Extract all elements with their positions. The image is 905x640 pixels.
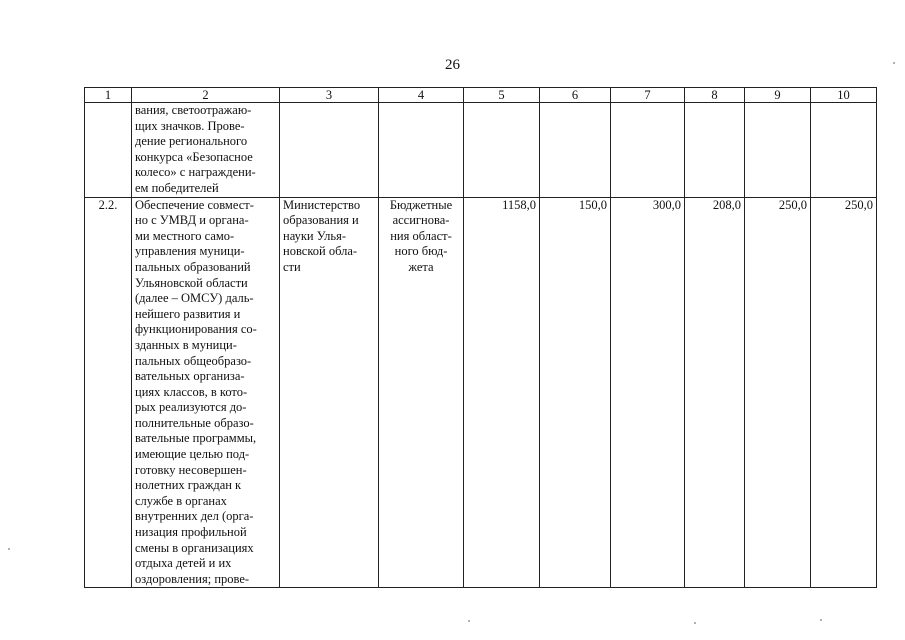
- column-header-8: 8: [685, 88, 745, 103]
- text-line: рых реализуются до-: [135, 400, 247, 415]
- scan-speck: [694, 622, 696, 624]
- text-line: ния област-: [390, 228, 452, 243]
- column-header-10: 10: [811, 88, 877, 103]
- value-total-cell: 1158,0: [464, 197, 540, 588]
- text-line: пальных образований: [135, 259, 251, 274]
- column-header-3: 3: [280, 88, 379, 103]
- row-id-cell: [85, 103, 132, 198]
- text-line: Ульяновской области: [135, 275, 248, 290]
- text-line: но с УМВД и органа-: [135, 213, 249, 228]
- text-line: смены в организациях: [135, 540, 254, 555]
- text-line: ассигнова-: [392, 213, 450, 228]
- text-line: готовку несовершен-: [135, 462, 247, 477]
- budget-table: [84, 87, 877, 588]
- text-line: функционирования со-: [135, 322, 257, 337]
- text-line: науки Улья-: [283, 228, 347, 243]
- text-line: ем победителей: [135, 180, 219, 195]
- empty-cell: [811, 103, 877, 198]
- text-line: щих значков. Прове-: [135, 118, 245, 133]
- text-line: циях классов, в кото-: [135, 384, 248, 399]
- text-line: новской обла-: [283, 244, 358, 259]
- table-header-row: [85, 88, 877, 103]
- empty-cell: [464, 103, 540, 198]
- text-line: Министерство: [283, 197, 361, 212]
- text-line: жета: [408, 259, 434, 274]
- scan-speck: [468, 620, 470, 622]
- value-year-2-cell: 300,0: [611, 197, 685, 588]
- text-line: внутренних дел (орга-: [135, 509, 254, 524]
- empty-cell: [379, 103, 464, 198]
- text-line: вательных организа-: [135, 369, 245, 384]
- empty-cell: [685, 103, 745, 198]
- table-row-continuation: [85, 103, 877, 198]
- text-line: вания, светоотражаю-: [135, 103, 252, 117]
- text-line: ного бюд-: [394, 244, 448, 259]
- value-year-1-cell: 150,0: [540, 197, 611, 588]
- empty-cell: [611, 103, 685, 198]
- column-header-5: 5: [464, 88, 540, 103]
- funding-source-cell: [379, 197, 464, 588]
- value-year-3-cell: 208,0: [685, 197, 745, 588]
- text-line: низация профильной: [135, 525, 247, 540]
- column-header-4: 4: [379, 88, 464, 103]
- text-line: дение регионального: [135, 134, 248, 149]
- empty-cell: [280, 103, 379, 198]
- empty-cell: [540, 103, 611, 198]
- text-line: образования и: [283, 213, 359, 228]
- row-id-cell: 2.2.: [85, 197, 132, 588]
- text-line: Обеспечение совмест-: [135, 197, 254, 212]
- text-line: Бюджетные: [389, 197, 453, 212]
- column-header-6: 6: [540, 88, 611, 103]
- text-line: конкурса «Безопасное: [135, 149, 253, 164]
- text-line: нолетних граждан к: [135, 478, 242, 493]
- text-line: колесо» с награждени-: [135, 165, 256, 180]
- scan-speck: [8, 548, 10, 550]
- text-line: отдыха детей и их: [135, 556, 232, 571]
- text-line: сти: [283, 259, 301, 274]
- description-cell: [132, 197, 280, 588]
- value-year-4-cell: 250,0: [745, 197, 811, 588]
- text-line: зданных в муници-: [135, 337, 237, 352]
- empty-cell: [745, 103, 811, 198]
- text-line: имеющие целью под-: [135, 447, 250, 462]
- text-line: нейшего развития и: [135, 306, 241, 321]
- column-header-7: 7: [611, 88, 685, 103]
- scan-speck: [820, 619, 822, 621]
- continuation-description-cell: [132, 103, 280, 198]
- table-row-2-2: [85, 197, 877, 588]
- column-header-1: 1: [85, 88, 132, 103]
- column-header-9: 9: [745, 88, 811, 103]
- text-line: управления муници-: [135, 244, 245, 259]
- text-line: полнительные образо-: [135, 415, 254, 430]
- value-year-5-cell: 250,0: [811, 197, 877, 588]
- executor-cell: [280, 197, 379, 588]
- text-line: вательные программы,: [135, 431, 257, 446]
- column-header-2: 2: [132, 88, 280, 103]
- scan-speck: [893, 62, 895, 64]
- text-line: пальных общеобразо-: [135, 353, 252, 368]
- page-number: 26: [445, 57, 460, 73]
- text-line: оздоровления; прове-: [135, 571, 250, 586]
- text-line: службе в органах: [135, 493, 227, 508]
- text-line: (далее – ОМСУ) даль-: [135, 291, 254, 306]
- text-line: ми местного само-: [135, 228, 235, 243]
